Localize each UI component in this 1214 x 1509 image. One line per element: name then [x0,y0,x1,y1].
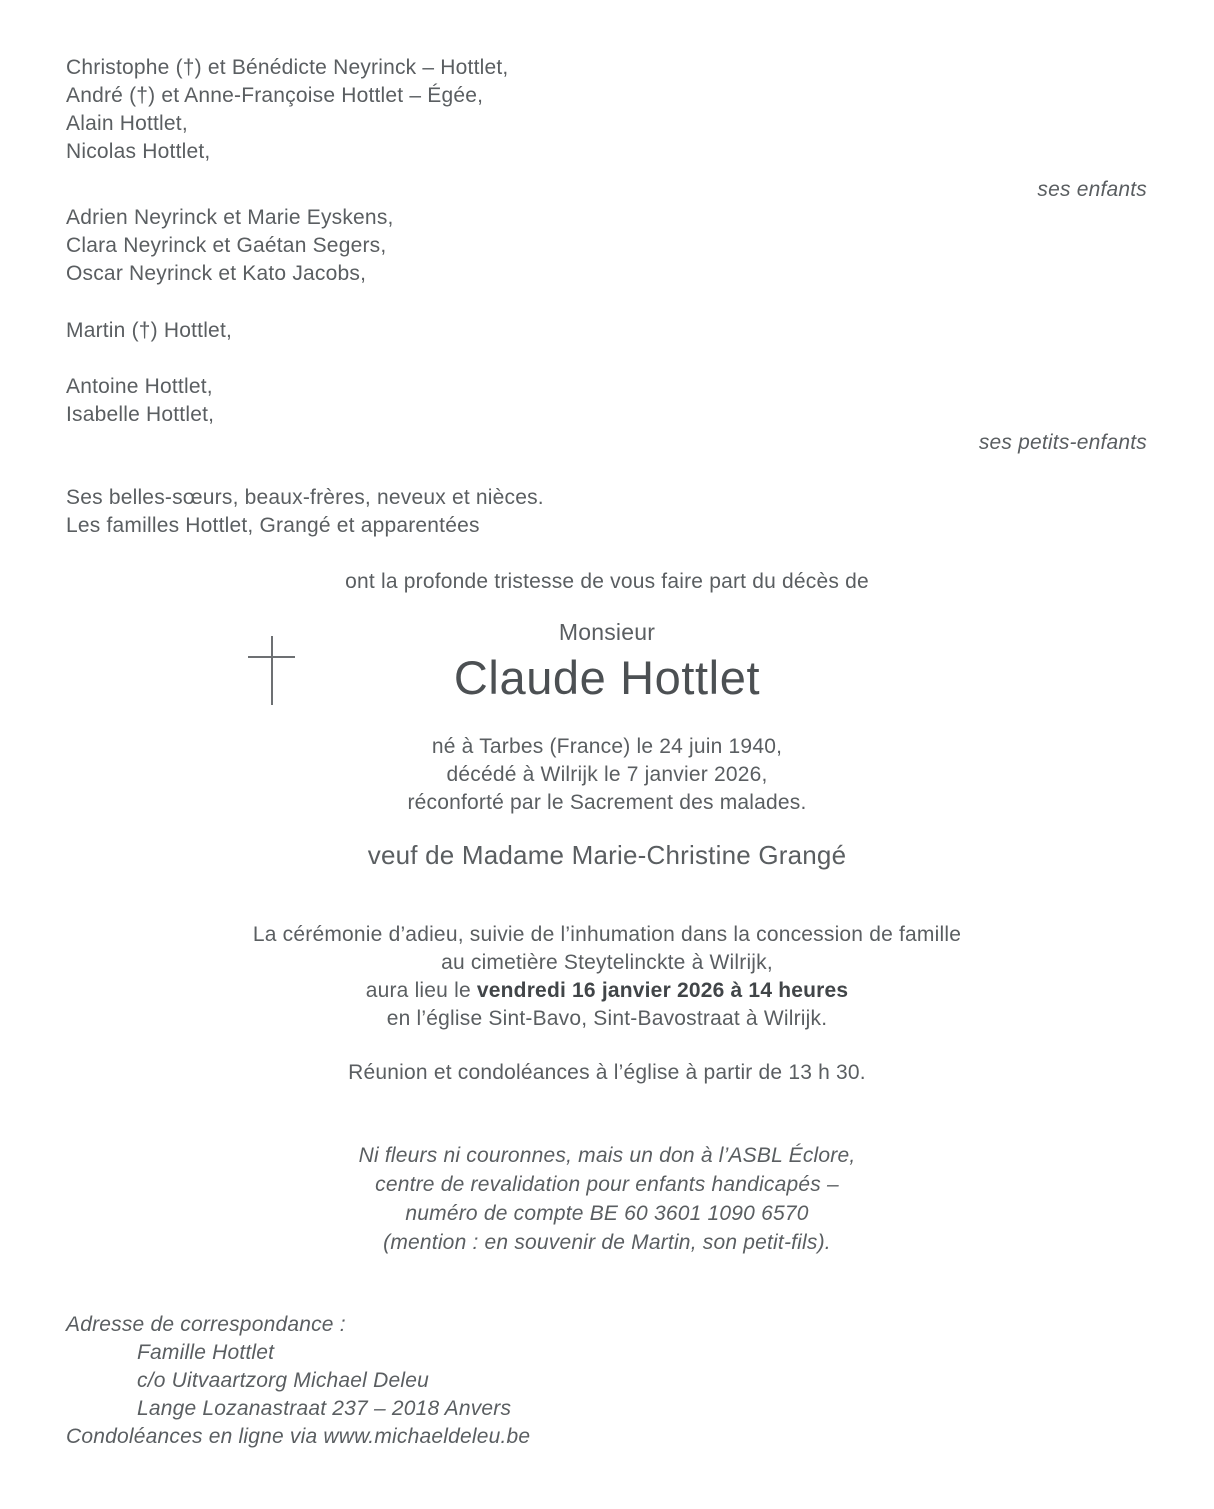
donation-line: centre de revalidation pour enfants handicapés – [375,1173,839,1196]
announcement-intro: ont la profonde tristesse de vous faire part du décès de [345,570,869,593]
gathering-line: Réunion et condoléances à l’église à partir de 13 h 30. [348,1061,866,1084]
correspondence-block [66,1311,1214,1451]
ceremony-line: La cérémonie d’adieu, suivie de l’inhumation dans la concession de famille [252,923,962,946]
grandchildren-names-block-1 [66,204,1214,288]
sacrament-line: réconforté par le Sacrement des malades. [407,791,807,814]
donation-line: Ni fleurs ni couronnes, mais un don à l’ASBL Éclore, [358,1144,856,1167]
donation-line: numéro de compte BE 60 3601 1090 6570 [405,1202,809,1225]
deceased-name: Claude Hottlet [453,651,761,704]
children-names-block [66,54,1214,166]
family-name-line: Antoine Hottlet, [66,375,213,398]
extended-family-block [66,484,1214,540]
honorific: Monsieur [558,619,656,645]
family-name-line: Christophe (†) et Bénédicte Neyrinck – Hottlet, [66,56,509,79]
grandchildren-names-block-2 [66,317,1214,345]
ceremony-line: au cimetière Steytelinckte à Wilrijk, [441,951,773,974]
correspondence-line: Famille Hottlet [137,1341,275,1364]
family-name-line: Les familles Hottlet, Grangé et apparentées [66,514,480,537]
death-line: décédé à Wilrijk le 7 janvier 2026, [446,763,768,786]
ceremony-date-line [0,977,1214,1005]
family-name-line: Nicolas Hottlet, [66,140,211,163]
family-name-line: Oscar Neyrinck et Kato Jacobs, [66,262,367,285]
correspondence-heading: Adresse de correspondance : [66,1313,346,1336]
grandchildren-names-block-3 [66,373,1214,429]
family-name-line: Isabelle Hottlet, [66,403,215,426]
family-name-line: Martin (†) Hottlet, [66,319,233,342]
ceremony-date-prefix: aura lieu le [365,979,477,1002]
family-name-line: Ses belles-sœurs, beaux-frères, neveux et nièces. [66,486,544,509]
life-dates-block [0,733,1214,817]
correspondence-line: Lange Lozanastraat 237 – 2018 Anvers [137,1397,512,1420]
family-name-line: André (†) et Anne-Françoise Hottlet – Égée, [66,84,484,107]
cross-icon [248,656,295,658]
family-name-line: Clara Neyrinck et Gaétan Segers, [66,234,387,257]
ceremony-line: en l’église Sint-Bavo, Sint-Bavostraat à Wilrijk. [386,1007,828,1030]
children-relation-label: ses enfants [1037,178,1147,201]
ceremony-block [0,921,1214,1033]
ceremony-date: vendredi 16 janvier 2026 à 14 heures [476,979,849,1002]
birth-line: né à Tarbes (France) le 24 juin 1940, [431,735,783,758]
cross-icon [271,636,273,705]
family-name-line: Adrien Neyrinck et Marie Eyskens, [66,206,394,229]
family-name-line: Alain Hottlet, [66,112,188,135]
correspondence-line: c/o Uitvaartzorg Michael Deleu [137,1369,429,1392]
donation-block [0,1141,1214,1257]
widower-line: veuf de Madame Marie-Christine Grangé [367,840,847,870]
grandchildren-relation-label: ses petits-enfants [978,431,1147,454]
online-condolences-line: Condoléances en ligne via www.michaeldeleu.be [66,1425,531,1448]
donation-line: (mention : en souvenir de Martin, son petit-fils). [383,1231,831,1254]
